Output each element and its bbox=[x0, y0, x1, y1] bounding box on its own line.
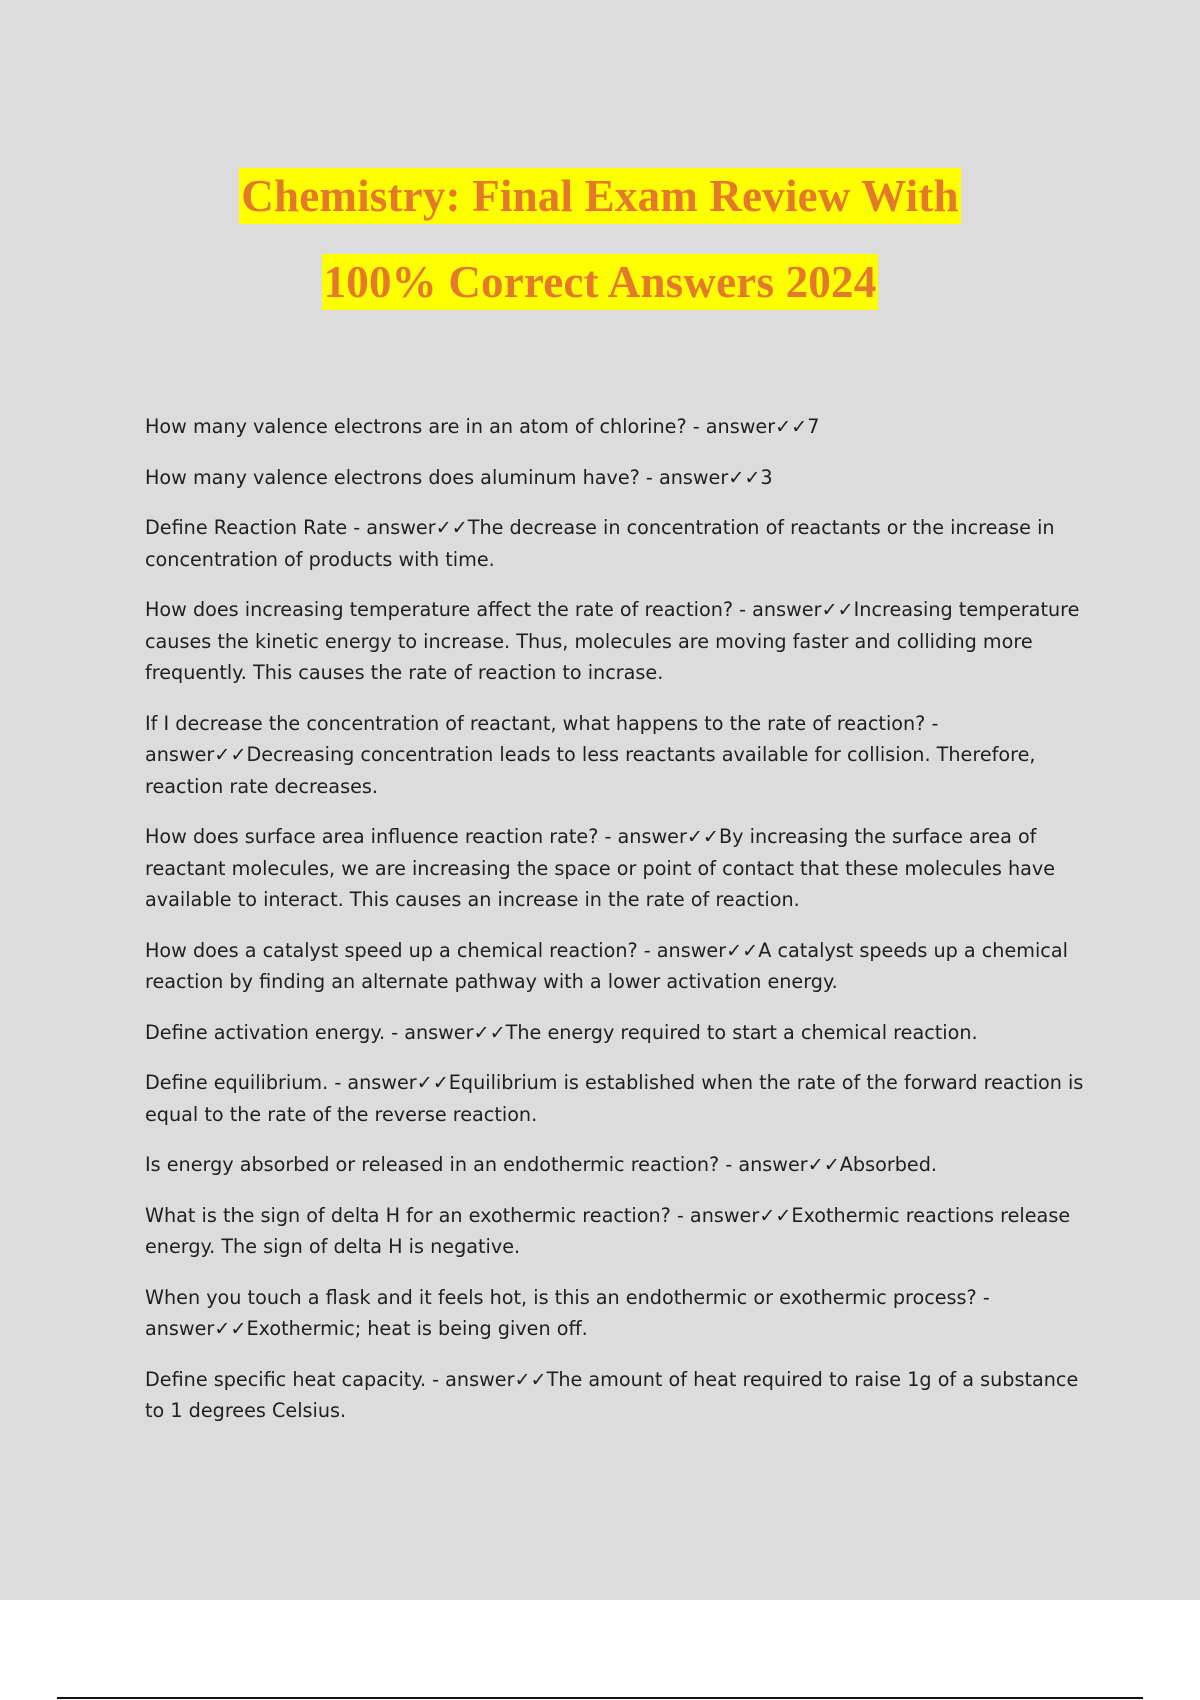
qa-item: Define equilibrium. - answer✓✓Equilibrium is established when the rate of the forward reaction is equal to the rate of the reverse reaction. bbox=[145, 1071, 1084, 1126]
qa-item: Define specific heat capacity. - answer✓✓The amount of heat required to raise 1g of a substance to 1 degrees Celsius. bbox=[145, 1367, 1079, 1422]
qa-item: Define activation energy. - answer✓✓The energy required to start a chemical reaction. bbox=[145, 1020, 978, 1044]
qa-item: Define Reaction Rate - answer✓✓The decrease in concentration of reactants or the increase in concentration of products with time. bbox=[145, 516, 1055, 571]
qa-item: How does surface area influence reaction rate? - answer✓✓By increasing the surface area of reactant molecules, we are increasing the space or point of contact that these molecules have available to interact. This causes an increase in the rate of reaction. bbox=[145, 825, 1056, 911]
qa-item: How does a catalyst speed up a chemical reaction? - answer✓✓A catalyst speeds up a chemical reaction by finding an alternate pathway with a lower activation energy. bbox=[145, 938, 1068, 993]
qa-item: What is the sign of delta H for an exothermic reaction? - answer✓✓Exothermic reactions release energy. The sign of delta H is negative. bbox=[145, 1203, 1071, 1258]
question-answer-list bbox=[145, 411, 1085, 1446]
qa-item: How many valence electrons does aluminum have? - answer✓✓3 bbox=[145, 465, 773, 489]
qa-item: If I decrease the concentration of reactant, what happens to the rate of reaction? - answer✓✓Decreasing concentration leads to less reactants available for collision. Therefore, reaction rate decreases. bbox=[145, 711, 1036, 798]
qa-item: How many valence electrons are in an atom of chlorine? - answer✓✓7 bbox=[145, 415, 820, 438]
qa-item: How does increasing temperature affect the rate of reaction? - answer✓✓Increasing temperature causes the kinetic energy to increase. Thus, molecules are moving faster and colliding more frequently. This causes the rate of reaction to incrase. bbox=[145, 598, 1080, 684]
title-line-1: Chemistry: Final Exam Review With bbox=[239, 168, 960, 224]
footer-divider bbox=[57, 1697, 1143, 1699]
document-title bbox=[0, 168, 1200, 340]
title-line-2: 100% Correct Answers 2024 bbox=[322, 254, 879, 310]
qa-item: Is energy absorbed or released in an endothermic reaction? - answer✓✓Absorbed. bbox=[145, 1153, 937, 1176]
qa-item: When you touch a flask and it feels hot, is this an endothermic or exothermic process? - answer✓✓Exothermic; heat is being given off. bbox=[145, 1285, 990, 1340]
